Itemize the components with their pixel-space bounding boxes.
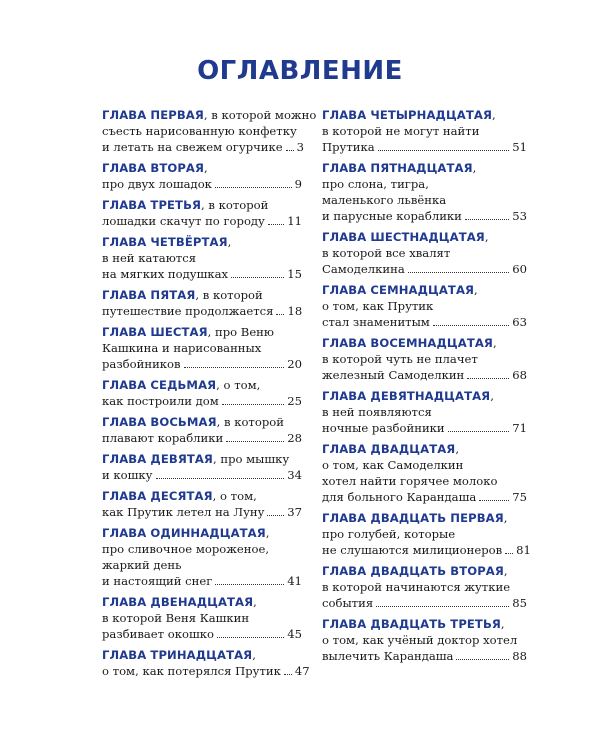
- chapter-description-line: жаркий день: [102, 558, 182, 572]
- chapter-description-line: в которой не могут найти: [322, 124, 480, 138]
- chapter-description-start: ,: [204, 161, 208, 175]
- chapter-title: ГЛАВА ОДИННАДЦАТАЯ: [102, 526, 266, 540]
- chapter-description-line: в которой Веня Кашкин: [102, 611, 250, 625]
- toc-entry-heading-text: [102, 234, 231, 250]
- page-number: 28: [287, 431, 302, 445]
- page-number: 18: [287, 304, 303, 318]
- toc-entry-page-line: [102, 573, 302, 589]
- toc-entry-heading-text: [102, 287, 263, 303]
- toc-entry-heading-line: [102, 197, 302, 213]
- toc-entry-page-line: [102, 266, 302, 282]
- page-number: 15: [287, 267, 302, 281]
- chapter-title: ГЛАВА ДЕСЯТАЯ: [102, 489, 213, 503]
- dot-leader: [156, 478, 285, 479]
- chapter-description-end: и летать на свежем огурчике: [102, 140, 283, 154]
- chapter-description-line: о том, как учёный доктор хотел: [322, 633, 518, 647]
- toc-entry-heading-line: [322, 160, 527, 176]
- toc-entry-page-line: [322, 542, 531, 558]
- chapter-description-end: для больного Карандаша: [322, 490, 477, 504]
- chapter-description-end: Самоделкина: [322, 262, 405, 276]
- toc-entry-heading-line: [102, 107, 317, 123]
- chapter-description-start: ,: [490, 389, 494, 403]
- toc-entry-heading-line: [102, 377, 302, 393]
- chapter-description-end: железный Самоделкин: [322, 368, 465, 382]
- chapter-description-end: плавают кораблики: [102, 431, 224, 445]
- toc-entry-heading-text: [322, 563, 508, 579]
- toc-entry-line: [102, 123, 302, 139]
- chapter-description-start: , в которой: [216, 415, 284, 429]
- chapter-description-end: разбивает окошко: [102, 627, 214, 641]
- toc-entry-page-line: [102, 504, 302, 520]
- toc-entry[interactable]: [102, 594, 302, 642]
- chapter-title: ГЛАВА ШЕСТАЯ: [102, 325, 208, 339]
- chapter-description-line: о том, как Прутик: [322, 299, 434, 313]
- toc-entry-heading-line: [322, 282, 527, 298]
- page-title: ОГЛАВЛЕНИЕ: [197, 56, 403, 86]
- toc-entry-line: [322, 192, 527, 208]
- toc-entry-page-line: [322, 139, 527, 155]
- chapter-description-start: , в которой можно: [203, 108, 317, 122]
- toc-entry-heading-line: [102, 287, 302, 303]
- dot-leader: [268, 224, 284, 225]
- toc-entry-line: [322, 526, 527, 542]
- toc-entry[interactable]: [322, 335, 527, 383]
- chapter-description-start: ,: [474, 283, 478, 297]
- chapter-description-start: , про Веню: [207, 325, 274, 339]
- chapter-description-end: не слушаются милиционеров: [322, 543, 503, 557]
- chapter-description-line: хотел найти горячее молоко: [322, 474, 498, 488]
- chapter-title: ГЛАВА ДЕВЯТНАДЦАТАЯ: [322, 389, 491, 403]
- toc-entry[interactable]: [102, 647, 310, 679]
- chapter-description-start: , про мышку: [212, 452, 290, 466]
- page-number: 75: [512, 490, 527, 504]
- toc-entry-heading-text: [322, 388, 494, 404]
- toc-entry-line: [322, 632, 527, 648]
- page-number: 20: [287, 357, 302, 371]
- page-number: 60: [512, 262, 527, 276]
- toc-entry-line: [322, 176, 527, 192]
- toc-entry-page-line: [322, 648, 527, 664]
- chapter-description-start: ,: [491, 108, 496, 122]
- toc-entry[interactable]: [102, 488, 302, 520]
- chapter-title: ГЛАВА ДВАДЦАТЬ ВТОРАЯ: [322, 564, 504, 578]
- toc-entry-heading-text: [322, 229, 489, 245]
- chapter-title: ГЛАВА ЧЕТВЁРТАЯ: [102, 235, 228, 249]
- chapter-title: ГЛАВА ЧЕТЫРНАДЦАТАЯ: [322, 108, 492, 122]
- chapter-description-line: в которой чуть не плачет: [322, 352, 478, 366]
- toc-entry-line: [322, 473, 527, 489]
- page-number: 45: [287, 627, 302, 641]
- toc-entry[interactable]: [102, 197, 302, 229]
- chapter-description-start: ,: [503, 511, 508, 525]
- toc-entry-heading-line: [322, 441, 527, 457]
- toc-entry-page-line: [322, 367, 527, 383]
- toc-entry-heading-line: [102, 451, 302, 467]
- chapter-description-start: , о том,: [216, 378, 261, 392]
- dot-leader: [231, 277, 284, 278]
- toc-column-right: [322, 107, 531, 669]
- dot-leader: [467, 378, 509, 379]
- toc-entry-page-line: [102, 356, 302, 372]
- toc-entry-heading-text: [322, 282, 478, 298]
- chapter-description-end: и настоящий снег: [102, 574, 213, 588]
- toc-entry-line: [322, 579, 527, 595]
- toc-entry-heading-line: [322, 616, 527, 632]
- chapter-description-start: ,: [500, 617, 505, 631]
- chapter-description-end: события: [322, 596, 374, 610]
- toc-entry[interactable]: [102, 324, 302, 372]
- toc-entry-heading-line: [102, 234, 302, 250]
- chapter-description-end: вылечить Карандаша: [322, 649, 454, 663]
- page-number: 85: [512, 596, 527, 610]
- chapter-description-end: о том, как потерялся Прутик: [102, 664, 281, 678]
- dot-leader: [465, 219, 509, 220]
- chapter-description-line: Кашкина и нарисованных: [102, 341, 262, 355]
- dot-leader: [215, 187, 292, 188]
- dot-leader: [267, 515, 284, 516]
- chapter-title: ГЛАВА ДВАДЦАТЬ ТРЕТЬЯ: [322, 617, 501, 631]
- dot-leader: [284, 674, 292, 675]
- chapter-description-end: и парусные кораблики: [322, 209, 462, 223]
- dot-leader: [276, 314, 284, 315]
- chapter-title: ГЛАВА СЕМНАДЦАТАЯ: [322, 283, 475, 297]
- chapter-title: ГЛАВА ПЕРВАЯ: [102, 108, 204, 122]
- toc-entry-heading-line: [322, 563, 527, 579]
- chapter-description-start: ,: [253, 595, 257, 609]
- toc-entry-line: [102, 557, 302, 573]
- chapter-title: ГЛАВА ДЕВЯТАЯ: [102, 452, 213, 466]
- chapter-description-start: , о том,: [212, 489, 257, 503]
- toc-entry-heading-text: [102, 324, 274, 340]
- toc-entry-heading-text: [322, 160, 476, 176]
- chapter-title: ГЛАВА ДВАДЦАТАЯ: [322, 442, 456, 456]
- chapter-description-end: на мягких подушках: [102, 267, 229, 281]
- toc-entry-heading-line: [102, 594, 302, 610]
- toc-entry-page-line: [322, 489, 527, 505]
- toc-entry-line: [102, 250, 302, 266]
- dot-leader: [286, 150, 294, 151]
- chapter-description-line: в которой начинаются жуткие: [322, 580, 511, 594]
- chapter-description-line: про голубей, которые: [322, 527, 456, 541]
- toc-entry-page-line: [322, 595, 527, 611]
- page-number: 63: [512, 315, 527, 329]
- toc-entry[interactable]: [102, 160, 302, 192]
- toc-entry[interactable]: [102, 107, 317, 155]
- toc-entry-line: [322, 123, 527, 139]
- toc-entry-heading-text: [102, 197, 268, 213]
- chapter-title: ГЛАВА ВОСЕМНАДЦАТАЯ: [322, 336, 493, 350]
- chapter-description-start: , в которой: [195, 288, 263, 302]
- chapter-description-line: о том, как Самоделкин: [322, 458, 464, 472]
- toc-entry[interactable]: [322, 388, 527, 436]
- toc-entry[interactable]: [322, 107, 527, 155]
- toc-entry-heading-line: [102, 525, 302, 541]
- page-number: 34: [287, 468, 302, 482]
- dot-leader: [217, 637, 284, 638]
- toc-entry-line: [322, 245, 527, 261]
- toc-entry[interactable]: [102, 234, 302, 282]
- toc-entry-page-line: [102, 213, 302, 229]
- chapter-description-start: ,: [265, 526, 270, 540]
- toc-entry[interactable]: [322, 616, 527, 664]
- toc-entry-page-line: [322, 261, 527, 277]
- page-number: 9: [294, 177, 302, 191]
- toc-entry[interactable]: [102, 451, 302, 483]
- toc-entry-page-line: [322, 314, 527, 330]
- toc-entry-page-line: [102, 626, 302, 642]
- chapter-description-end: путешествие продолжается: [102, 304, 274, 318]
- toc-entry-page-line: [102, 176, 302, 192]
- toc-entry[interactable]: [322, 563, 527, 611]
- toc-entry[interactable]: [322, 441, 527, 505]
- toc-entry[interactable]: [322, 510, 531, 558]
- dot-leader: [184, 367, 285, 368]
- dot-leader: [479, 500, 509, 501]
- toc-entry-heading-line: [102, 324, 302, 340]
- page-number: 88: [512, 649, 527, 663]
- dot-leader: [456, 659, 509, 660]
- page-number: 3: [296, 140, 304, 154]
- chapter-title: ГЛАВА ДВЕНАДЦАТАЯ: [102, 595, 254, 609]
- chapter-title: ГЛАВА ТРИНАДЦАТАЯ: [102, 648, 253, 662]
- chapter-description-end: разбойников: [102, 357, 181, 371]
- toc-entry-heading-line: [322, 335, 527, 351]
- toc-entry-heading-text: [102, 525, 269, 541]
- dot-leader: [505, 553, 513, 554]
- dot-leader: [408, 272, 509, 273]
- toc-entry[interactable]: [322, 282, 527, 330]
- toc-entry-line: [102, 541, 302, 557]
- page-number: 47: [294, 664, 310, 678]
- toc-entry-heading-text: [102, 377, 260, 393]
- chapter-description-start: ,: [455, 442, 460, 456]
- toc-entry-heading-line: [102, 488, 302, 504]
- toc-entry-heading-text: [322, 107, 496, 123]
- toc-entry-heading-text: [322, 335, 497, 351]
- chapter-description-start: ,: [252, 648, 256, 662]
- chapter-description-start: ,: [492, 336, 497, 350]
- toc-entry-line: [322, 457, 527, 473]
- toc-entry[interactable]: [322, 160, 527, 224]
- chapter-description-line: про сливочное мороженое,: [102, 542, 270, 556]
- page-number: 11: [287, 214, 302, 228]
- toc-entry-heading-line: [102, 414, 302, 430]
- toc-entry-heading-text: [322, 510, 507, 526]
- page-number: 53: [512, 209, 527, 223]
- page-number: 68: [512, 368, 527, 382]
- toc-entry-page-line: [322, 420, 527, 436]
- page-number: 25: [287, 394, 302, 408]
- toc-entry-page-line: [102, 139, 302, 155]
- chapter-description-line: в ней появляются: [322, 405, 432, 419]
- dot-leader: [222, 404, 284, 405]
- toc-entry-page-line: [102, 467, 302, 483]
- chapter-description-end: стал знаменитым: [322, 315, 430, 329]
- chapter-description-start: ,: [484, 230, 489, 244]
- toc-entry-heading-text: [322, 616, 505, 632]
- chapter-title: ГЛАВА ПЯТАЯ: [102, 288, 196, 302]
- chapter-description-end: ночные разбойники: [322, 421, 445, 435]
- toc-entry-page-line: [102, 393, 302, 409]
- toc-entry[interactable]: [102, 414, 302, 446]
- chapter-description-line: в ней катаются: [102, 251, 197, 265]
- chapter-title: ГЛАВА ВОСЬМАЯ: [102, 415, 217, 429]
- toc-entry-heading-line: [322, 510, 527, 526]
- page-number: 41: [287, 574, 302, 588]
- toc-entry-heading-text: [322, 441, 459, 457]
- dot-leader: [448, 431, 510, 432]
- toc-entry-line: [102, 610, 302, 626]
- chapter-title: ГЛАВА ДВАДЦАТЬ ПЕРВАЯ: [322, 511, 504, 525]
- dot-leader: [226, 441, 284, 442]
- toc-entry-heading-line: [322, 388, 527, 404]
- dot-leader: [215, 584, 284, 585]
- toc-entry-heading-text: [102, 107, 316, 123]
- chapter-description-end: как построили дом: [102, 394, 219, 408]
- toc-entry[interactable]: [322, 229, 527, 277]
- toc-entry-heading-text: [102, 488, 257, 504]
- toc-entry-heading-text: [102, 160, 208, 176]
- toc-entry-heading-line: [102, 160, 302, 176]
- toc-entry-page-line: [322, 208, 527, 224]
- toc-entry-heading-text: [102, 414, 284, 430]
- toc-entry-heading-line: [322, 229, 527, 245]
- toc-entry-heading-line: [102, 647, 302, 663]
- dot-leader: [433, 325, 509, 326]
- page-number: 37: [287, 505, 302, 519]
- toc-entry[interactable]: [102, 377, 302, 409]
- chapter-title: ГЛАВА СЕДЬМАЯ: [102, 378, 217, 392]
- toc-entry-heading-line: [322, 107, 527, 123]
- page-number: 51: [512, 140, 527, 154]
- toc-entry-heading-text: [102, 647, 256, 663]
- dot-leader: [376, 606, 509, 607]
- toc-entry-page-line: [102, 303, 302, 319]
- chapter-description-start: ,: [227, 235, 232, 249]
- chapter-title: ГЛАВА ТРЕТЬЯ: [102, 198, 202, 212]
- toc-entry-page-line: [102, 663, 310, 679]
- chapter-description-line: про слона, тигра,: [322, 177, 429, 191]
- toc-entry-line: [322, 404, 527, 420]
- chapter-title: ГЛАВА ВТОРАЯ: [102, 161, 205, 175]
- chapter-title: ГЛАВА ПЯТНАДЦАТАЯ: [322, 161, 473, 175]
- chapter-description-start: ,: [472, 161, 477, 175]
- chapter-description-line: в которой все хвалят: [322, 246, 451, 260]
- toc-entry-line: [322, 298, 527, 314]
- chapter-description-end: Прутика: [322, 140, 375, 154]
- chapter-description-start: , в которой: [201, 198, 269, 212]
- dot-leader: [378, 150, 510, 151]
- chapter-description-end: и кошку: [102, 468, 153, 482]
- chapter-description-line: маленького львёнка: [322, 193, 447, 207]
- toc-entry[interactable]: [102, 525, 302, 589]
- chapter-description-end: как Прутик летел на Луну: [102, 505, 265, 519]
- toc-column-left: [102, 107, 317, 684]
- toc-entry-heading-text: [102, 451, 289, 467]
- page-number: 81: [516, 543, 531, 557]
- toc-entry-heading-text: [102, 594, 257, 610]
- toc-entry-page-line: [102, 430, 302, 446]
- page-number: 71: [512, 421, 527, 435]
- chapter-description-start: ,: [503, 564, 508, 578]
- chapter-description-end: лошадки скачут по городу: [102, 214, 265, 228]
- chapter-description-line: съесть нарисованную конфетку: [102, 124, 297, 138]
- chapter-description-end: про двух лошадок: [102, 177, 212, 191]
- toc-entry-line: [102, 340, 302, 356]
- toc-entry[interactable]: [102, 287, 302, 319]
- chapter-title: ГЛАВА ШЕСТНАДЦАТАЯ: [322, 230, 485, 244]
- toc-entry-line: [322, 351, 527, 367]
